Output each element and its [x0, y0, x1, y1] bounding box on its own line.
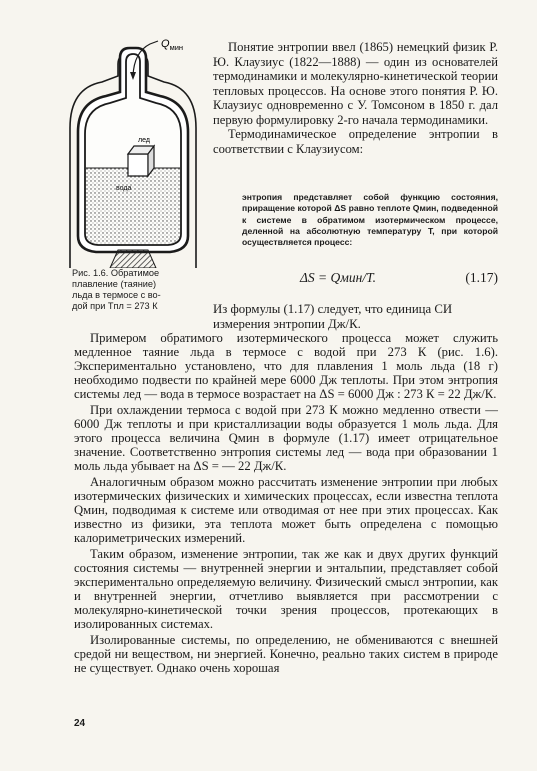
ice-cube: [128, 146, 154, 176]
thermos-stand: [110, 250, 156, 268]
intro-paragraph: Понятие энтропии ввел (1865) немецкий физик Р. Ю. Клаузиус (1822—1888) — один из основателей термодинамики и молекулярно-кинетической теории тепловых процессов. На основе этого понятия Р. Ю. Клаузиус одновременно с У. Томсоном в 1850 г. дал первую формулировку 2-го начала термодинамики.: [213, 40, 498, 127]
caption-line: плавление (таяние): [72, 279, 157, 289]
body-paragraph: Таким образом, изменение энтропии, так же как и двух других функций состояния системы — внутренней энергии и энтальпии, представляет собой экспериментально определяемую величину. Физический смысл энтропии, как и внутренней энергии, отчетливо выявляется при рассмотрении с молекулярно-кинетической точки зрения процессов, протекающих в изолированных системах.: [74, 546, 498, 632]
body-paragraph: Примером обратимого изотермического процесса может служить медленное таяние льда в термосе с водой при 273 К (рис. 1.6). Экспериментально установлено, что для плавления 1 моль льда (18 г) необходимо подвести по крайней мере 6000 Дж теплоты. При этом энтропия системы лед — вода в термосе возрастает на ΔS = 6000 Дж : 273 К = 22 Дж/К.: [74, 331, 498, 402]
body-paragraph: При охлаждении термоса с водой при 273 К можно медленно отвести — 6000 Дж теплоты и при кристаллизации воды образуется 1 моль льда. Для этого процесса величина Qмин в формуле (1.17) имеет отрицательное значение. Соответственно энтропия системы лед — вода при образовании 1 моль льда убывает на ΔS = — 22 Дж/К.: [74, 402, 498, 474]
thermos-figure: [58, 36, 208, 268]
intro-paragraph: Термодинамическое определение энтропии в соответствии с Клаузиусом:: [213, 127, 498, 156]
water-region: [86, 168, 180, 244]
q-label: $Q_{мин}$: [161, 38, 184, 52]
caption-line: дой при Tпл = 273 К: [72, 301, 158, 311]
page-number: 24: [74, 718, 86, 729]
formula-number: (1.17): [465, 270, 498, 285]
after-formula-text: Из формулы (1.17) следует, что единица СИ измерения энтропии Дж/К.: [213, 302, 453, 331]
body-paragraph: Изолированные системы, по определению, не обмениваются с внешней средой ни веществом, ни энергией. Конечно, реально таких систем в природе не существует. Однако очень хорошая: [74, 632, 498, 676]
caption-line: льда в термосе с во-: [72, 290, 161, 300]
main-body: [74, 331, 498, 677]
entropy-definition: энтропия представляет собой функцию состояния, приращение которой ΔS равно теплоте Qмин, подведенной к системе в обратимом изотермическом процессе, деленной на абсолютную температуру T, при которой осуществляется процесс:: [242, 192, 498, 248]
body-paragraph: Аналогичным образом можно рассчитать изменение энтропии при любых изотермических физических и химических процессах, если известна теплота Qмин, подводимая к системе или отводимая от нее при этих процессах. Как известно из физики, эта теплота может быть определена с помощью калориметрических измерений.: [74, 474, 498, 546]
intro-text: [213, 40, 498, 156]
formula-expression: ΔS = Qмин/T.: [300, 270, 376, 285]
formula-1-17: [300, 270, 498, 288]
ice-label: лед: [138, 137, 150, 144]
water-label: вода: [116, 185, 132, 192]
caption-line: Рис. 1.6. Обратимое: [72, 268, 160, 278]
figure-caption: [72, 268, 200, 312]
